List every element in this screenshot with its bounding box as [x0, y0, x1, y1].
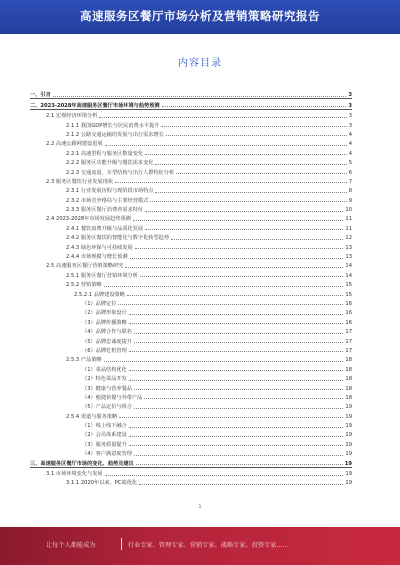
toc-entry[interactable]	[30, 232, 352, 241]
toc-leader-dots	[176, 173, 346, 174]
toc-entry-text: 2.4.1 餐饮消费升级与品质化发展	[66, 225, 144, 232]
toc-entry[interactable]	[30, 382, 352, 391]
toc-entry[interactable]	[30, 354, 352, 363]
toc-entry-page: 18	[345, 366, 352, 373]
toc-entry-page: 4	[348, 131, 352, 138]
toc-leader-dots	[155, 164, 346, 165]
toc-entry-page: 18	[345, 394, 352, 401]
toc-entry-text: 2.3.1 行业发展历程与现阶段市场特点	[66, 188, 154, 195]
toc-leader-dots	[118, 304, 343, 305]
toc-entry[interactable]	[30, 176, 352, 185]
toc-entry-text: （3）健康与营养餐品	[82, 385, 132, 392]
toc-entry-page: 19	[345, 471, 352, 478]
toc-leader-dots	[145, 154, 347, 155]
toc-entry-text: 2.1.2 公路交通运输的发展与出行需求增长	[66, 131, 164, 138]
toc-leader-dots	[134, 389, 343, 390]
toc-leader-dots	[119, 417, 343, 418]
toc-entry-page: 15	[345, 282, 352, 289]
toc-entry-page: 18	[345, 376, 352, 383]
toc-entry[interactable]	[30, 194, 352, 203]
report-title: 高速服务区餐厅市场分析及营销策略研究报告	[80, 9, 320, 23]
toc-entry-text: 2.1.1 我国GDP增长与居民消费水平提升	[66, 122, 160, 129]
toc-entry-text: 一、引言	[30, 92, 51, 99]
toc-leader-dots	[129, 323, 344, 324]
toc-entry-text: （3）服务质量提升	[82, 441, 127, 448]
toc-entry-page: 4	[348, 141, 352, 148]
toc-leader-dots	[133, 220, 344, 221]
toc-entry-text: 2.1 宏观经济环境分析	[46, 113, 98, 120]
toc-leader-dots	[129, 436, 344, 437]
toc-entry[interactable]	[30, 457, 352, 467]
toc-entry-page: 19	[345, 432, 352, 439]
toc-entry[interactable]	[30, 119, 352, 128]
toc-entry-page: 4	[348, 150, 352, 157]
toc-entry-text: （1）菜品结构优化	[82, 366, 127, 373]
toc-entry[interactable]	[30, 316, 352, 325]
toc-entry-text: 2.2.2 服务区功能升级与餐饮需求变化	[66, 160, 154, 167]
toc-entry[interactable]	[30, 468, 352, 477]
toc-leader-dots	[162, 106, 347, 107]
table-of-contents	[30, 89, 352, 486]
toc-entry[interactable]	[30, 345, 352, 354]
toc-leader-dots	[139, 484, 343, 485]
footer-divider	[121, 538, 122, 550]
toc-entry[interactable]	[30, 401, 352, 410]
toc-entry[interactable]	[30, 269, 352, 278]
toc-entry-page: 11	[345, 225, 352, 232]
toc-leader-dots	[129, 314, 344, 315]
toc-entry-page: 3	[348, 122, 352, 129]
toc-leader-dots	[125, 267, 343, 268]
toc-leader-dots	[145, 211, 343, 212]
toc-entry-page: 16	[345, 310, 352, 317]
toc-entry-text: （2）会员体系建设	[82, 432, 127, 439]
toc-leader-dots	[140, 276, 343, 277]
toc-entry-text: 2.4.3 绿色环保与可持续发展	[66, 244, 133, 251]
toc-entry[interactable]	[30, 157, 352, 166]
toc-entry[interactable]	[30, 429, 352, 438]
toc-entry-page: 14	[345, 272, 352, 279]
toc-leader-dots	[150, 201, 346, 202]
toc-entry[interactable]	[30, 438, 352, 447]
toc-entry-page: 18	[345, 385, 352, 392]
toc-entry[interactable]	[30, 185, 352, 194]
toc-entry[interactable]	[30, 420, 352, 429]
toc-entry-page: 3	[348, 113, 352, 120]
toc-entry-text: 2.3.3 服务区餐厅消费者需求特征	[66, 207, 144, 214]
toc-leader-dots	[105, 475, 344, 476]
toc-entry-page: 13	[345, 244, 352, 251]
toc-entry[interactable]	[30, 477, 352, 486]
toc-entry-page: 18	[345, 357, 352, 364]
toc-entry[interactable]	[30, 129, 352, 138]
toc-entry-text: 2.5.1 服务区餐厅营销环境分析	[66, 272, 138, 279]
toc-entry[interactable]	[30, 448, 352, 457]
toc-entry-page: 7	[348, 178, 352, 185]
toc-leader-dots	[129, 427, 344, 428]
toc-entry-text: 二、2023-2028年高速服务区餐厅市场环境与趋势预测	[30, 102, 160, 109]
toc-entry-text: （1）线上线下融合	[82, 423, 127, 430]
toc-entry-page: 19	[345, 423, 352, 430]
toc-entry[interactable]	[30, 241, 352, 250]
toc-leader-dots	[129, 380, 344, 381]
footer-banner	[0, 527, 400, 565]
toc-entry-text: 2.2.1 高速里程与服务区数量变化	[66, 150, 144, 157]
toc-entry-page: 15	[345, 291, 352, 298]
toc-entry-page: 8	[348, 188, 352, 195]
toc-leader-dots	[99, 117, 346, 118]
footer-expert-tags: 行业专家、管理专家、营销专家、战略专家、投资专家……	[128, 542, 289, 549]
toc-entry-text: 3.1.1 2020年以来，PC端优化	[66, 480, 138, 487]
toc-entry[interactable]	[30, 335, 352, 344]
toc-leader-dots	[129, 370, 344, 371]
toc-entry-page: 9	[348, 197, 352, 204]
toc-leader-dots	[115, 182, 347, 183]
toc-entry-text: 2.5.2.1 品牌建设策略	[74, 291, 125, 298]
toc-entry[interactable]	[30, 373, 352, 382]
toc-entry[interactable]	[30, 166, 352, 175]
toc-entry-page: 19	[345, 451, 352, 458]
toc-leader-dots	[134, 408, 343, 409]
toc-entry-page: 17	[345, 338, 352, 345]
toc-leader-dots	[130, 258, 344, 259]
toc-entry-text: 2.5.3 产品策略	[66, 357, 102, 364]
toc-entry[interactable]	[30, 147, 352, 156]
toc-entry-text: 3.1 市场环境变化与发展	[46, 471, 103, 478]
toc-entry-page: 12	[345, 235, 352, 242]
toc-entry[interactable]	[30, 89, 352, 99]
toc-entry-text: 2.4.4 市场规模与增长预测	[66, 254, 128, 261]
toc-entry-page: 5	[348, 160, 352, 167]
toc-entry-text: （2）品牌形象设计	[82, 310, 127, 317]
toc-entry[interactable]	[30, 213, 352, 222]
toc-entry-text: 2.2 高速公路网建设进展	[46, 141, 103, 148]
toc-entry-text: （2）特色菜品开发	[82, 376, 127, 383]
toc-entry-page: 17	[345, 347, 352, 354]
toc-entry[interactable]	[30, 307, 352, 316]
toc-entry-page: 11	[345, 216, 352, 223]
toc-leader-dots	[134, 342, 343, 343]
toc-leader-dots	[145, 229, 343, 230]
toc-entry-text: （1）品牌定位	[82, 300, 117, 307]
toc-entry-page: 19	[345, 413, 352, 420]
toc-entry[interactable]	[30, 99, 352, 109]
toc-leader-dots	[105, 145, 347, 146]
toc-entry-page: 19	[344, 460, 352, 467]
toc-entry[interactable]	[30, 138, 352, 147]
toc-entry-text: （5）品牌忠诚度提升	[82, 338, 132, 345]
toc-leader-dots	[129, 351, 344, 352]
toc-entry-page: 3	[348, 102, 352, 109]
toc-entry-text: 2.5 高速服务区餐厅营销策略研究	[46, 263, 124, 270]
toc-entry-text: （4）便捷快餐与外带产品	[82, 394, 143, 401]
toc-leader-dots	[104, 361, 344, 362]
toc-entry-page: 13	[345, 254, 352, 261]
toc-entry[interactable]	[30, 260, 352, 269]
toc-entry[interactable]	[30, 204, 352, 213]
toc-entry-page: 19	[345, 404, 352, 411]
toc-entry[interactable]	[30, 392, 352, 401]
toc-entry[interactable]	[30, 279, 352, 288]
toc-entry[interactable]	[30, 363, 352, 372]
toc-leader-dots	[104, 286, 344, 287]
toc-entry-text: （4）客户满意度管理	[82, 451, 132, 458]
toc-leader-dots	[155, 192, 346, 193]
toc-entry-page: 19	[345, 441, 352, 448]
toc-leader-dots	[134, 455, 343, 456]
toc-entry-text: 2.4 2023-2028年市场发展趋势预测	[46, 216, 131, 223]
toc-entry-page: 16	[345, 319, 352, 326]
toc-leader-dots	[136, 464, 343, 465]
toc-heading: 内容目录	[178, 58, 222, 69]
toc-leader-dots	[129, 445, 344, 446]
toc-leader-dots	[135, 248, 344, 249]
toc-leader-dots	[134, 333, 343, 334]
toc-leader-dots	[161, 126, 346, 127]
toc-leader-dots	[171, 239, 343, 240]
toc-entry[interactable]	[30, 251, 352, 260]
toc-entry-text: 2.3.2 市场竞争格局与主要经营模式	[66, 197, 149, 204]
toc-entry-text: （6）品牌危机管理	[82, 347, 127, 354]
toc-entry[interactable]	[30, 410, 352, 419]
toc-entry-page: 16	[345, 300, 352, 307]
toc-leader-dots	[144, 398, 343, 399]
toc-entry-text: 2.3 服务区餐饮行业发展现状	[46, 178, 113, 185]
toc-entry-text: （4）品牌合作与联名	[82, 329, 132, 336]
toc-entry-text: 2.2.3 交通流量、车型结构与出行人群特征分析	[66, 169, 175, 176]
toc-entry-page: 10	[345, 207, 352, 214]
toc-entry-page: 6	[348, 169, 352, 176]
toc-entry[interactable]	[30, 222, 352, 231]
toc-entry-text: （3）品牌传播策略	[82, 319, 127, 326]
toc-leader-dots	[53, 96, 347, 97]
toc-entry-page: 19	[345, 480, 352, 487]
toc-leader-dots	[166, 135, 347, 136]
toc-entry-page: 17	[345, 329, 352, 336]
footer-slogan: 让每个人都能成为	[46, 542, 96, 549]
toc-entry[interactable]	[30, 288, 352, 297]
toc-entry-text: （5）产品定价与组合	[82, 404, 132, 411]
toc-entry[interactable]	[30, 110, 352, 119]
toc-entry-text: 2.4.2 服务区餐饮的智能化与数字化转型趋势	[66, 235, 170, 242]
toc-entry[interactable]	[30, 298, 352, 307]
toc-entry-text: 三、高速服务区餐厅市场的变化、趋势及建议	[30, 460, 134, 467]
toc-entry-text: 2.5.4 渠道与服务策略	[66, 413, 118, 420]
report-header	[0, 0, 400, 34]
toc-leader-dots	[127, 295, 343, 296]
toc-entry-page: 3	[348, 92, 352, 99]
toc-entry-page: 14	[345, 263, 352, 270]
page-number: 1	[198, 504, 202, 510]
toc-entry[interactable]	[30, 326, 352, 335]
toc-entry-text: 2.5.2 营销策略	[66, 282, 102, 289]
